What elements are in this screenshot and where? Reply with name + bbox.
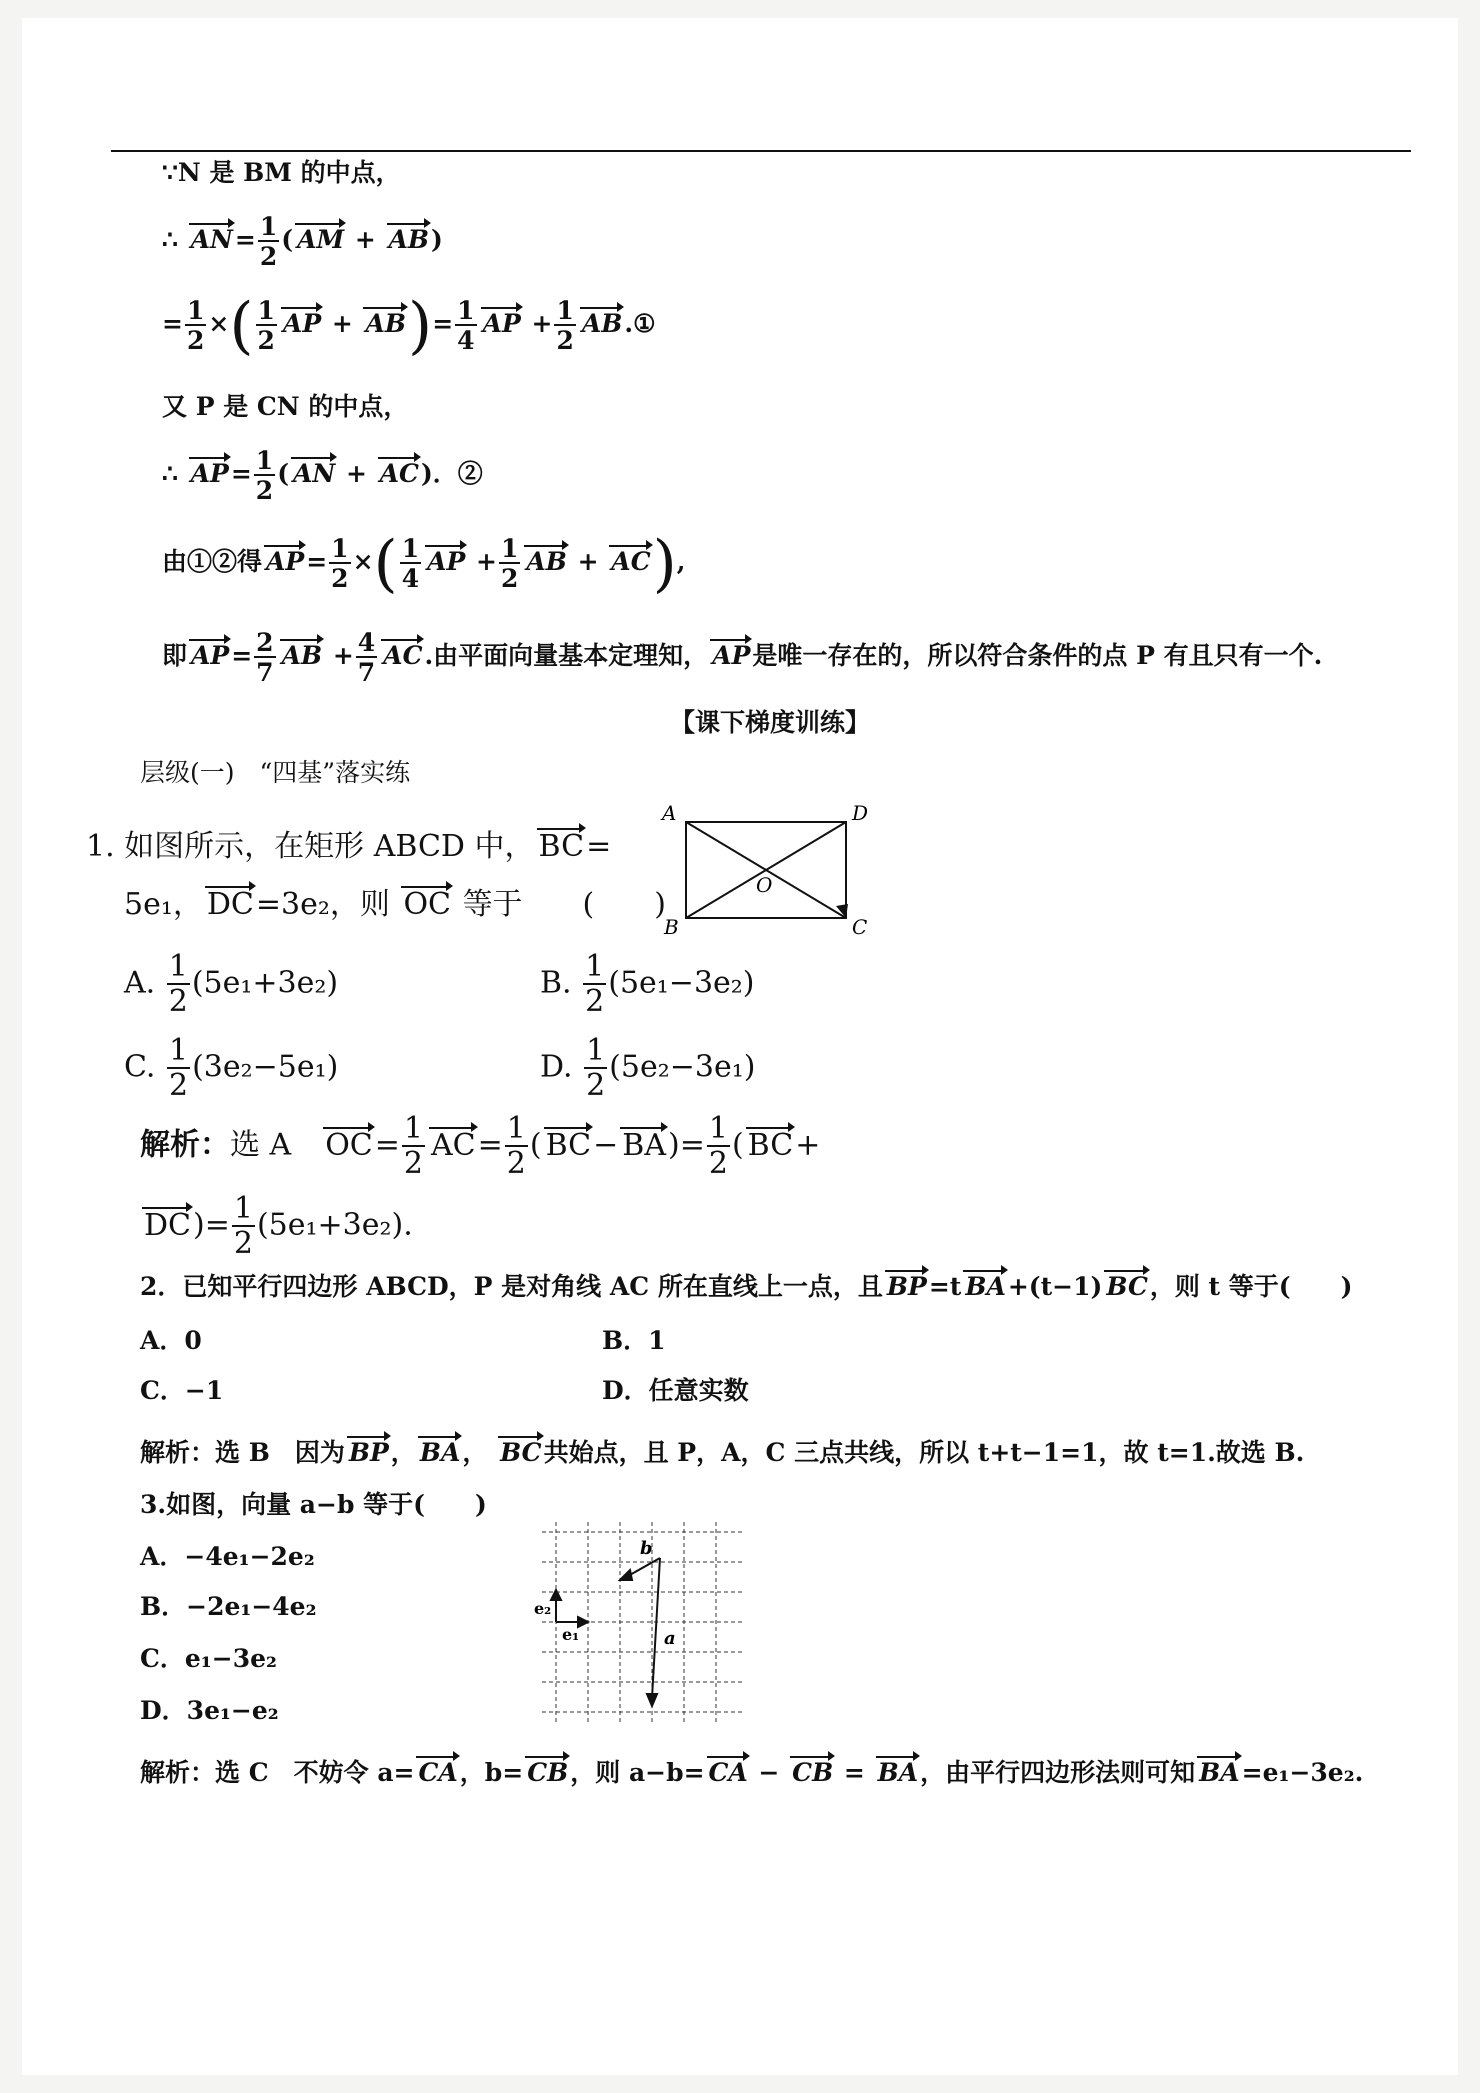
vector-BA: BA (877, 1758, 919, 1787)
option-text: (5e₁−3e₂) (608, 965, 755, 1001)
fraction-half: $\frac{1}{2}$ (186, 296, 205, 355)
fraction-half: $\frac{1}{2}$ (556, 296, 574, 355)
vector-DC: DC (144, 1207, 192, 1243)
fraction-half: $\frac{1}{2}$ (586, 1033, 606, 1103)
figure-label-A: A (662, 801, 677, 825)
vector-CA: CA (418, 1758, 458, 1787)
q3-option-B[interactable]: B．−2e₁−4e₂ (140, 1592, 317, 1621)
fraction-four-sevenths: $\frac{4}{7}$ (357, 628, 376, 687)
fraction-half: $\frac{1}{2}$ (255, 446, 274, 505)
text: 1. 如图所示，在矩形 ABCD 中， (86, 829, 535, 864)
q2-option-B[interactable]: B．1 (602, 1326, 666, 1355)
q3-stem: 3.如图，向量 a−b 等于( ) (140, 1490, 487, 1519)
fraction-half: $\frac{1}{2}$ (506, 1111, 526, 1181)
solution-text: (5e₁+3e₂). (256, 1207, 413, 1243)
q1-solution-line1: 解析：选 A OC= $\frac{1}{2}$ AC= $\frac{1}{2}$ ( BC− BA)= $\frac{1}{2}$ ( BC+ (140, 1111, 821, 1181)
q2-option-C[interactable]: C．−1 (140, 1376, 224, 1405)
vector-AB: AB (526, 547, 567, 576)
text: 选 C 不妨令 a= (215, 1758, 415, 1787)
text: ，则 a−b= (570, 1758, 705, 1787)
q3-option-D[interactable]: D．3e₁−e₂ (140, 1696, 279, 1725)
document-page (22, 18, 1458, 2075)
fraction-half: $\frac{1}{2}$ (708, 1111, 728, 1181)
text: ，则 t 等于( ) (1149, 1272, 1353, 1301)
text: 是唯一存在的，所以符合条件的点 P 有且只有一个. (752, 641, 1323, 670)
vector-AP: AP (712, 641, 751, 670)
text: 选 B 因为 (215, 1438, 345, 1467)
derivation-line-6: 由①②得 AP= $\frac{1}{2}$ ×( $\frac{1}{4}$ AP + $\frac{1}{2}$ AB + AC), (162, 526, 686, 600)
solution-label: 解析： (140, 1438, 216, 1467)
text: 又 P 是 CN 的中点， (162, 392, 409, 421)
vector-AP: AP (282, 309, 322, 338)
vector-AM: AM (297, 225, 345, 254)
derivation-line-7: 即 AP= $\frac{2}{7}$ AB + $\frac{4}{7}$ AC.由平面向量基本定理知， AP是唯一存在的，所以符合条件的点 P 有且只有一个. (162, 628, 1323, 687)
vector-AP: AP (427, 547, 466, 576)
text: 共始点，且 P，A，C 三点共线，所以 t+t−1=1，故 t=1.故选 B. (543, 1438, 1305, 1467)
vector-AC: AC (431, 1127, 476, 1163)
q1-stem-line1 (86, 829, 612, 864)
text: = (586, 829, 612, 864)
vector-OC: OC (325, 1127, 373, 1163)
solution-label: 解析： (140, 1758, 216, 1787)
fraction-two-sevenths: $\frac{2}{7}$ (256, 628, 274, 687)
vector-CB: CB (792, 1758, 834, 1787)
option-text: (5e₁+3e₂) (191, 965, 339, 1001)
vector-CA: CA (708, 1758, 748, 1787)
vector-AN: AN (293, 459, 336, 488)
q1-option-B[interactable] (540, 949, 755, 1019)
vector-AP: AP (190, 459, 229, 488)
figure-label-C: C (852, 915, 868, 938)
text: 5e₁， (124, 887, 203, 922)
vector-BC: BC (538, 829, 585, 864)
fraction-half: $\frac{1}{2}$ (331, 534, 349, 593)
fraction-quarter: $\frac{1}{4}$ (401, 534, 420, 593)
option-text: (3e₂−5e₁) (192, 1049, 339, 1085)
fraction-half: $\frac{1}{2}$ (168, 1033, 189, 1103)
text: 等于 ( ) (462, 887, 666, 922)
option-letter: C. (124, 1049, 156, 1085)
text: ，b= (459, 1758, 524, 1787)
q2-option-D[interactable]: D．任意实数 (602, 1376, 749, 1405)
option-text: (5e₂−3e₁) (609, 1049, 756, 1085)
vector-BP: BP (886, 1272, 927, 1301)
text: ∵N 是 BM 的中点， (162, 158, 401, 187)
q1-option-A[interactable] (124, 949, 339, 1019)
vector-AB: AB (581, 309, 623, 338)
option-letter: B. (540, 965, 572, 1001)
text: =3e₂，则 (255, 887, 390, 922)
q1-option-C[interactable] (124, 1033, 339, 1103)
derivation-line-2: ∴ AN= $\frac{1}{2}$ ( AM + AB) (162, 212, 443, 271)
text: 由①②得 (162, 547, 263, 576)
fraction-half: $\frac{1}{2}$ (168, 949, 188, 1019)
vector-BA: BA (965, 1272, 1006, 1301)
circle-two: ② (457, 459, 483, 488)
vector-AP: AP (191, 641, 230, 670)
section-level: 层级(一) “四基”落实练 (140, 758, 411, 787)
figure-label-a: a (664, 1628, 676, 1649)
q3-grid-figure (532, 1518, 752, 1728)
vector-OC: OC (403, 887, 452, 922)
text: =t (928, 1272, 962, 1301)
figure-label-b: b (640, 1538, 653, 1559)
fraction-half: $\frac{1}{2}$ (403, 1111, 423, 1181)
fraction-half: $\frac{1}{2}$ (585, 949, 605, 1019)
q3-option-A[interactable]: A．−4e₁−2e₂ (140, 1542, 315, 1571)
vector-AB: AB (365, 309, 407, 338)
q2-stem (140, 1274, 1352, 1299)
vector-BC: BC (1106, 1272, 1148, 1301)
figure-label-D: D (852, 801, 869, 825)
q1-option-D[interactable] (540, 1033, 756, 1103)
fraction-half: $\frac{1}{2}$ (233, 1191, 253, 1261)
figure-label-e2: e₂ (534, 1599, 552, 1618)
vector-BA: BA (1199, 1758, 1240, 1787)
text: 即 (162, 641, 188, 670)
solution-label: 解析： (140, 1127, 230, 1163)
vector-CB: CB (527, 1758, 569, 1787)
q1-solution-line2: DC)= $\frac{1}{2}$ (5e₁+3e₂). (144, 1191, 413, 1261)
figure-label-B: B (664, 915, 679, 938)
text: =e₁−3e₂. (1241, 1758, 1364, 1787)
vector-BC: BC (747, 1127, 794, 1163)
text: ，由平行四边形法则可知 (920, 1758, 1196, 1787)
figure-label-O: O (756, 873, 773, 897)
vector-AB: AB (281, 641, 323, 670)
derivation-line-1 (162, 160, 401, 185)
text: 2．已知平行四边形 ABCD，P 是对角线 AC 所在直线上一点，且 (140, 1272, 883, 1301)
text: +(t−1) (1007, 1272, 1103, 1301)
fraction-half: $\frac{1}{2}$ (259, 212, 278, 271)
vector-BC: BC (500, 1438, 542, 1467)
vector-AB: AB (388, 225, 430, 254)
option-letter: D. (540, 1049, 573, 1085)
figure-label-e1: e₁ (562, 1625, 580, 1644)
vector-BP: BP (348, 1438, 389, 1467)
circle-one: ① (633, 309, 656, 338)
vector-AP: AP (482, 309, 521, 338)
q3-solution: 解析：选 C 不妨令 a= CA，b= CB，则 a−b= CA − CB = BA，由平行四边形法则可知 BA=e₁−3e₂. (140, 1758, 1364, 1787)
q3-option-C[interactable]: C．e₁−3e₂ (140, 1644, 277, 1673)
therefore-symbol: ∴ (162, 225, 178, 254)
q1-stem-line2 (124, 887, 666, 922)
derivation-line-4 (162, 394, 408, 419)
vector-AC: AC (383, 641, 423, 670)
q2-solution: 解析：选 B 因为 BP， BA， BC共始点，且 P，A，C 三点共线，所以 t+t−1=1，故 t=1.故选 B. (140, 1438, 1305, 1467)
vector-DC: DC (206, 887, 254, 922)
vector-AC: AC (379, 459, 419, 488)
fraction-quarter: $\frac{1}{4}$ (457, 296, 475, 355)
vector-AN: AN (190, 225, 233, 254)
q1-rectangle-figure (652, 798, 882, 938)
vector-BC: BC (545, 1127, 592, 1163)
section-title: 【课下梯度训练】 (670, 708, 871, 737)
fraction-half: $\frac{1}{2}$ (501, 534, 519, 593)
header-rule (111, 150, 1411, 152)
fraction-half: $\frac{1}{2}$ (257, 296, 275, 355)
times-symbol: × (208, 309, 230, 338)
derivation-line-5: ∴ AP= $\frac{1}{2}$ ( AN + AC)．② (162, 446, 483, 505)
vector-AC: AC (611, 547, 651, 576)
derivation-line-3: = $\frac{1}{2}$ ×( $\frac{1}{2}$ AP + AB)= $\frac{1}{4}$ AP + $\frac{1}{2}$ AB.① (162, 288, 656, 362)
q2-option-A[interactable]: A．0 (140, 1326, 202, 1355)
solution-choice: 选 A (230, 1127, 292, 1163)
vector-BA: BA (622, 1127, 666, 1163)
therefore-symbol: ∴ (162, 459, 178, 488)
vector-BA: BA (419, 1438, 461, 1467)
option-letter: A. (124, 965, 156, 1001)
text: .由平面向量基本定理知， (424, 641, 709, 670)
vector-AP: AP (266, 547, 305, 576)
